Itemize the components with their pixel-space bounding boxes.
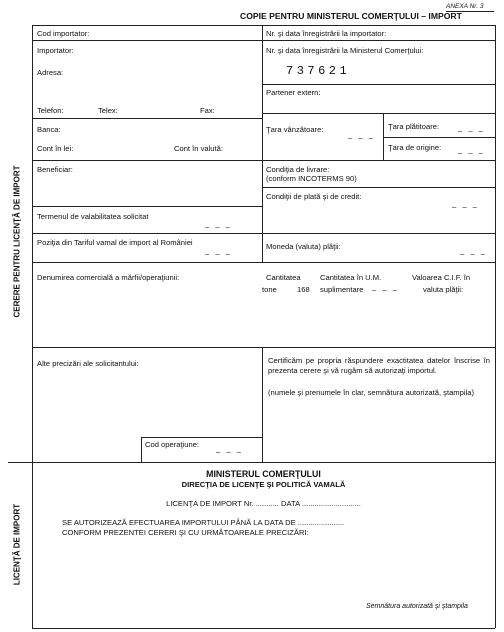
tara-vanzatoare-label: Ţara vânzătoare: xyxy=(266,125,324,134)
row-rule-left-termen xyxy=(32,206,262,207)
ministry-title: MINISTERUL COMERŢULUI xyxy=(206,469,321,479)
pozitia-tarif-dash: – – – xyxy=(205,249,232,258)
moneda-dash: – – – xyxy=(460,249,487,258)
termen-valabilitate-label: Termenul de valabilitatea solicitat xyxy=(37,212,149,221)
row-rule-right-plata xyxy=(262,187,495,188)
tara-platitoare-label: Ţara plătitoare: xyxy=(388,122,440,131)
conditia-livrare-label: Condiţia de livrare: xyxy=(266,165,330,174)
cont-lei-label: Cont în lei: xyxy=(37,144,74,153)
nr-data-importator-label: Nr. şi data înregistrării la importator: xyxy=(266,29,387,38)
tara-platitoare-dash: – – – xyxy=(458,126,485,135)
row-rule-right-3 xyxy=(262,113,495,114)
center-divider-lower xyxy=(262,347,263,462)
cod-importator-label: Cod importator: xyxy=(37,29,90,38)
row-rule-right-2 xyxy=(262,84,495,85)
nr-data-minister-label: Nr. şi data înregistrării la Ministerul Comerţului: xyxy=(266,46,424,55)
valoarea-cif-label: Valoarea C.I.F. în xyxy=(412,273,471,282)
side-label-request: CERERE PENTRU LICENŢĂ DE IMPORT xyxy=(12,165,22,318)
cont-valuta-label: Cont în valută: xyxy=(174,144,223,153)
row-rule-5 xyxy=(32,233,495,234)
cod-operatiune-dash: – – – xyxy=(216,447,243,456)
incoterms-note: (conform INCOTERMS 90) xyxy=(266,174,357,183)
copy-title: COPIE PENTRU MINISTERUL COMERŢULUI – IMPORT xyxy=(240,11,462,21)
alte-precizari-label: Alte precizări ale solicitantului: xyxy=(37,359,139,368)
banca-label: Banca: xyxy=(37,125,61,134)
license-signature: Semnătura autorizată şi ştampila xyxy=(366,603,468,610)
license-number-line: LICENŢA DE IMPORT Nr. ........... DATA ............................ xyxy=(166,499,361,508)
registration-number: 737621 xyxy=(286,64,351,78)
row-rule-7 xyxy=(32,347,495,348)
denumirea-label: Denumirea comercială a mărfii/operaţiunii: xyxy=(37,273,180,282)
moneda-label: Moneda (valuta) plăţii: xyxy=(266,242,341,251)
tara-origine-label: Ţara de origine: xyxy=(388,143,442,152)
telex-label: Telex: xyxy=(98,106,118,115)
tone-label: tone xyxy=(262,285,277,294)
authorize-line-2: CONFORM PREZENTEI CERERI ŞI CU URMĂTOAREALE PRECIZĂRI: xyxy=(62,528,309,537)
row-rule-1 xyxy=(32,40,495,41)
row-rule-left-banca xyxy=(32,118,262,119)
frame-top xyxy=(32,25,495,26)
frame-left xyxy=(32,25,33,628)
suplimentare-label: suplimentare xyxy=(320,285,364,294)
cantitatea-um-label: Cantitatea în U.M. xyxy=(320,273,382,282)
center-divider xyxy=(262,25,263,262)
termen-valabilitate-dash: – – – xyxy=(205,222,232,231)
importator-label: Importator: xyxy=(37,46,74,55)
cantitatea-label: Cantitatea xyxy=(266,273,301,282)
row-rule-right-tara xyxy=(383,137,495,138)
row-rule-4 xyxy=(32,160,495,161)
conditii-plata-label: Condiţii de plată şi de credit: xyxy=(266,192,362,201)
frame-right xyxy=(495,25,496,628)
fax-label: Fax: xyxy=(200,106,215,115)
partener-extern-label: Partener extern: xyxy=(266,88,321,97)
cod-operatiune-top xyxy=(141,437,262,438)
tara-vanzatoare-dash: – – – xyxy=(348,133,375,142)
annex-label: ANEXA Nr. 3 xyxy=(446,3,484,10)
beneficiar-label: Beneficiar: xyxy=(37,165,73,174)
row-rule-6 xyxy=(32,262,495,263)
direction-title: DIRECŢIA DE LICENŢE ŞI POLITICĂ VAMALĂ xyxy=(181,480,346,489)
signature-note: (numele şi prenumele în clar, semnătura autorizată, ştampila) xyxy=(268,388,474,397)
suplimentare-dash: – – – xyxy=(372,285,399,294)
quantity-value: 168 xyxy=(297,285,310,294)
cod-operatiune-label: Cod operaţiune: xyxy=(145,440,200,449)
telefon-label: Telefon: xyxy=(37,106,64,115)
authorize-line-1: SE AUTORIZEAZĂ EFECTUAREA IMPORTULUI PÂNĂ LA DATA DE ...................... xyxy=(62,518,345,527)
tara-origine-dash: – – – xyxy=(458,148,485,157)
side-label-license: LICENŢĂ DE IMPORT xyxy=(12,503,22,586)
certification-text: Certificăm pe propria răspundere exactitatea datelor înscrise în prezenta cerere şi vă rugăm să autorizaţi importul. xyxy=(268,356,490,375)
valuta-platii-label: valuta plăţii: xyxy=(423,285,464,294)
request-license-divider xyxy=(8,462,495,463)
conditii-plata-dash: – – – xyxy=(452,202,479,211)
cod-operatiune-left xyxy=(141,437,142,462)
frame-bottom xyxy=(32,628,495,629)
adresa-label: Adresa: xyxy=(37,68,64,77)
pozitia-tarif-label: Poziţia din Tariful vamal de import al României xyxy=(37,238,193,247)
